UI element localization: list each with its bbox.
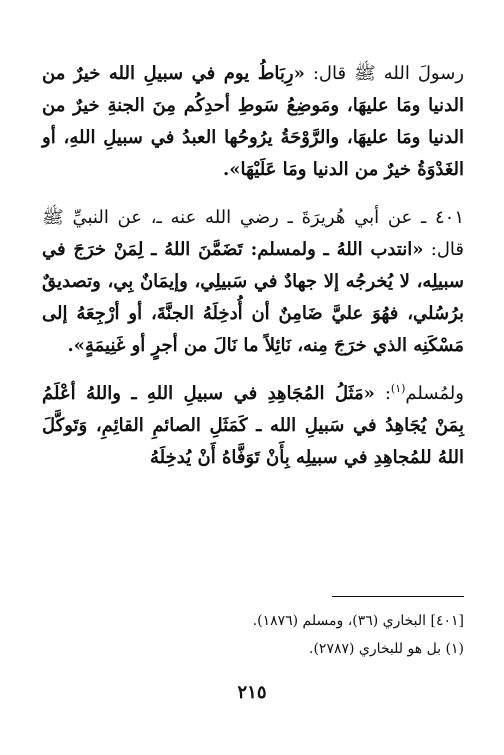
footnotes-section	[42, 596, 464, 663]
hadith-text: «رِبَاطُ يوم في سبيلِ الله خيرٌ من الدنيا ومَا عليهَا، ومَوضِعُ سَوطِ أحدِكُم مِنَ الجنةِ خيرٌ من الدنيا ومَا عليهَا، والرَّوْحَةُ يرُوحُها العبدُ في سبيلِ اللهِ، أو الغَدْوَةُ خيرٌ من الدنيا ومَا عَلَيْهَا».	[42, 63, 464, 180]
page-body	[42, 56, 464, 474]
colon: :	[374, 383, 391, 404]
footnote-divider	[332, 596, 464, 597]
page-number: ٢١٥	[237, 682, 267, 703]
hadith-paragraph-401	[42, 202, 464, 362]
hadith-text: «انتدب اللهُ ـ ولمسلم: تَضَمَّنَ اللهُ ـ لِمَنْ خرَجَ في سبيلِه، لا يُخرجُه إلا جهادٌ في سَبيلِي، وإيمَانٌ بِي، وتصديقٌ برُسُلي، فهُوَ عليَّ ضَامِنٌ أن أُدخِلَهُ الجنَّةَ، أو أرْجِعَهُ إلى مَسْكَنِه الذي خرَجَ مِنه، نَائِلاً ما نَالَ من أجرٍ أو غَنِيمَةٍ».	[42, 239, 464, 356]
narration-intro: ولمُسلم	[405, 383, 464, 404]
footnote-item: (١) بل هو للبخاري (٢٧٨٧).	[309, 641, 464, 657]
footnote-item: [٤٠١] البخاري (٣٦)، ومسلم (١٨٧٦).	[252, 613, 464, 629]
footnote-marker[interactable]: (١)	[390, 382, 406, 395]
narration-intro: رسولَ الله ﷺ قال:	[304, 63, 465, 84]
narration-intro: ٤٠١ ـ عن أبي هُريرَةَ ـ رضي الله عنه ـ، عن النبيِّ ﷺ قال:	[42, 207, 464, 260]
hadith-paragraph-continued	[42, 58, 464, 186]
hadith-text: «مَثَلُ المُجَاهِدِ في سبيلِ اللهِ ـ واللهُ أعْلَمُ بِمَنْ يُجَاهِدُ في سَبيلِ الله ـ كَمَثَلِ الصائمِ القائِمِ، وَتَوكَّلَ اللهُ للمُجاهِدِ في سبيلِه بِأَنْ تَوَفَّاهُ أَنْ يُدخِلَهُ	[42, 383, 464, 468]
hadith-paragraph-muslim	[42, 378, 464, 474]
